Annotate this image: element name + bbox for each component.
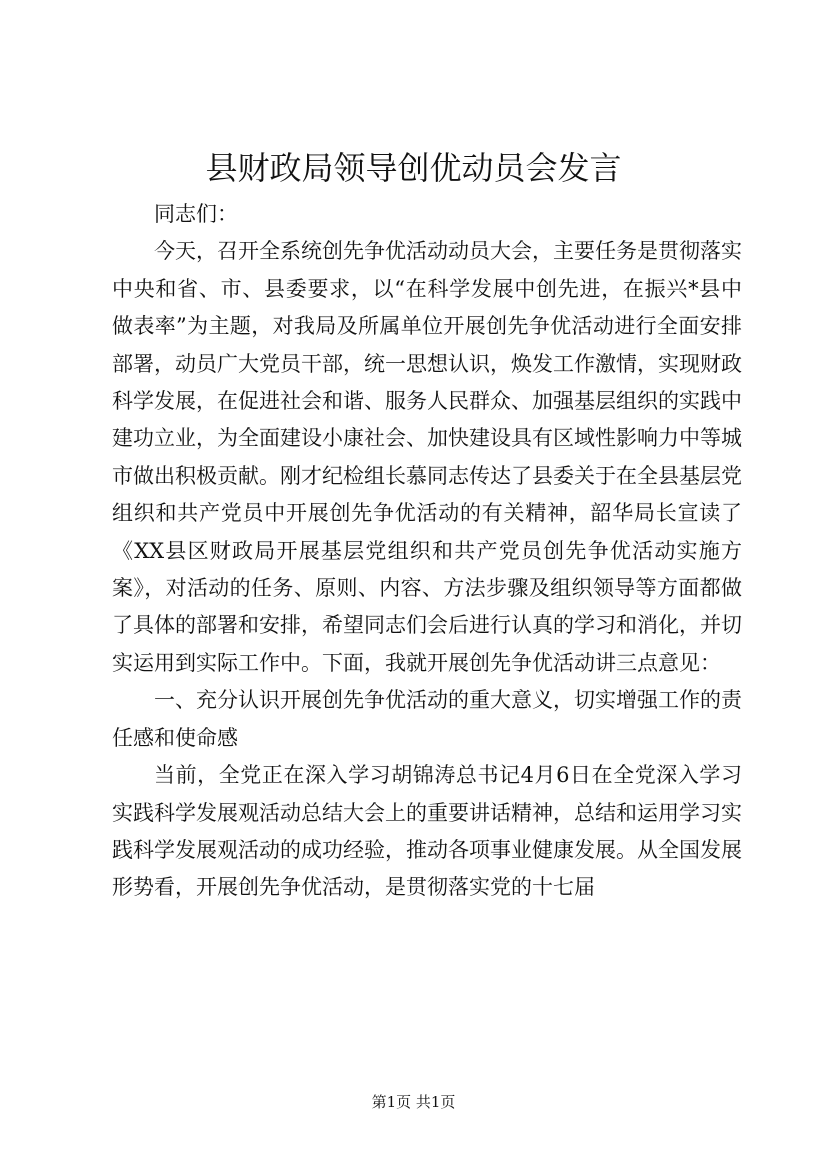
paragraph-section-1: 当前，全党正在深入学习胡锦涛总书记4月6日在全党深入学习实践科学发展观活动总结大会上的重要讲话精神，总结和运用学习实践科学发展观活动的成功经验，推动各项事业健康发展。从全国发展形势看，开展创先争优活动，是贯彻落实党的十七届 xyxy=(112,763,742,900)
document-body xyxy=(112,196,742,907)
page-number-footer: 第1页 共1页 xyxy=(371,1093,456,1111)
paragraph-intro: 今天，召开全系统创先争优活动动员大会，主要任务是贯彻落实中央和省、市、县委要求，以“在科学发展中创先进，在振兴*县中做表率”为主题，对我局及所属单位开展创先争优活动进行全面安排部署，动员广大党员干部，统一思想认识，焕发工作激情，实现财政科学发展，在促进社会和谐、服务人民群众、加强基层组织的实践中建功立业，为全面建设小康社会、加快建设具有区域性影响力中等城市做出积极贡献。刚才纪检组长慕同志传达了县委关于在全县基层党组织和共产党员中开展创先争优活动的有关精神，韶华局长宣读了《XX县区财政局开展基层党组织和共产党员创先争优活动实施方案》，对活动的任务、原则、内容、方法步骤及组织领导等方面都做了具体的部署和安排，希望同志们会后进行认真的学习和消化，并切实运用到实际工作中。下面，我就开展创先争优活动讲三点意见： xyxy=(112,239,742,675)
section-heading-1: 一、充分认识开展创先争优活动的重大意义，切实增强工作的责任感和使命感 xyxy=(112,688,742,750)
document-title: 县财政局领导创优动员会发言 xyxy=(205,149,622,187)
salutation: 同志们： xyxy=(154,202,238,226)
